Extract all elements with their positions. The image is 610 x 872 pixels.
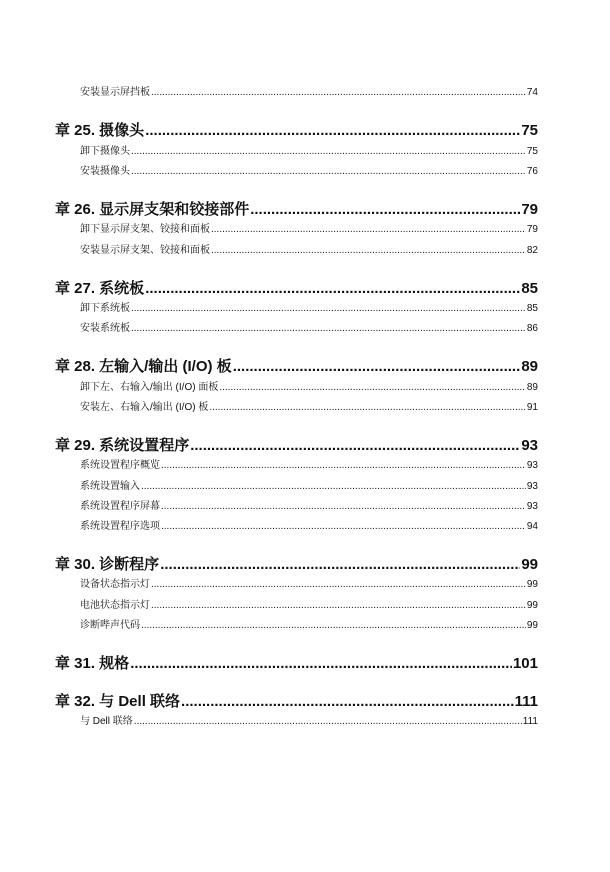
toc-entry-page: 74: [526, 87, 538, 98]
leader-dots: [161, 459, 526, 473]
toc-chapter-31[interactable]: [55, 654, 538, 674]
leader-dots: [209, 401, 526, 415]
toc-entry[interactable]: [80, 480, 538, 494]
toc-entry-label: 卸下左、右输入/输出 (I/O) 面板: [80, 382, 219, 393]
toc-entry-page: 75: [526, 146, 538, 157]
toc-entry-page: 89: [526, 382, 538, 393]
chapter-title: 章 25. 摄像头: [55, 122, 145, 139]
leader-dots: [130, 654, 512, 674]
toc-entry[interactable]: [80, 715, 538, 729]
leader-dots: [131, 302, 526, 316]
toc-entry-page: 111: [522, 716, 538, 727]
leader-dots: [141, 619, 526, 633]
toc-entry[interactable]: [80, 520, 538, 534]
toc-entry-label: 电池状态指示灯: [80, 600, 150, 611]
toc-entry[interactable]: [80, 223, 538, 237]
toc-entry-page: 93: [526, 501, 538, 512]
toc-entry-label: 安装左、右输入/输出 (I/O) 板: [80, 402, 209, 413]
toc-entry[interactable]: [80, 459, 538, 473]
toc-entry-label: 卸下系统板: [80, 303, 130, 314]
leader-dots: [134, 715, 522, 729]
toc-entry-install-display-bezel[interactable]: [80, 86, 538, 100]
toc-entry-page: 85: [526, 303, 538, 314]
leader-dots: [190, 436, 520, 456]
toc-chapter-25[interactable]: [55, 121, 538, 141]
toc-entry[interactable]: [80, 599, 538, 613]
leader-dots: [211, 223, 526, 237]
toc-chapter-30[interactable]: [55, 555, 538, 575]
chapter-title: 章 30. 诊断程序: [55, 556, 160, 573]
toc-chapter-26[interactable]: [55, 200, 538, 220]
chapter-title: 章 31. 规格: [55, 655, 130, 672]
chapter-title: 章 28. 左输入/输出 (I/O) 板: [55, 358, 232, 375]
leader-dots: [145, 279, 520, 299]
toc-entry-page: 91: [526, 402, 538, 413]
leader-dots: [151, 86, 526, 100]
leader-dots: [131, 145, 526, 159]
toc-entry-label: 系统设置程序概览: [80, 460, 160, 471]
toc-entry[interactable]: [80, 401, 538, 415]
toc-entry-label: 安装摄像头: [80, 166, 130, 177]
toc-entry-page: 94: [526, 521, 538, 532]
chapter-page: 79: [521, 201, 538, 218]
toc-entry-label: 安装显示屏支架、铰接和面板: [80, 245, 210, 256]
toc-entry[interactable]: [80, 302, 538, 316]
toc-entry-label: 系统设置程序屏幕: [80, 501, 160, 512]
toc-entry-page: 99: [526, 600, 538, 611]
leader-dots: [161, 500, 526, 514]
chapter-title: 章 29. 系统设置程序: [55, 437, 190, 454]
toc-entry-label: 卸下摄像头: [80, 146, 130, 157]
chapter-page: 101: [512, 655, 538, 672]
toc-entry[interactable]: [80, 244, 538, 258]
leader-dots: [151, 599, 526, 613]
leader-dots: [151, 578, 526, 592]
leader-dots: [145, 121, 520, 141]
toc-chapter-28[interactable]: [55, 357, 538, 377]
chapter-page: 85: [521, 280, 538, 297]
leader-dots: [141, 480, 526, 494]
toc-entry-page: 79: [526, 224, 538, 235]
chapter-title: 章 32. 与 Dell 联络: [55, 693, 181, 710]
leader-dots: [181, 692, 514, 712]
chapter-page: 75: [521, 122, 538, 139]
toc-entry[interactable]: [80, 145, 538, 159]
leader-dots: [160, 555, 520, 575]
toc-entry-page: 86: [526, 323, 538, 334]
toc-chapter-32[interactable]: [55, 692, 538, 712]
toc-entry-page: 93: [526, 481, 538, 492]
chapter-page: 93: [521, 437, 538, 454]
toc-entry-label: 安装显示屏挡板: [80, 87, 150, 98]
toc-entry[interactable]: [80, 619, 538, 633]
toc-entry-label: 设备状态指示灯: [80, 579, 150, 590]
chapter-page: 89: [521, 358, 538, 375]
chapter-page: 111: [514, 693, 538, 710]
toc-entry-label: 安装系统板: [80, 323, 130, 334]
toc-entry[interactable]: [80, 165, 538, 179]
toc-entry[interactable]: [80, 578, 538, 592]
leader-dots: [131, 322, 526, 336]
toc-entry[interactable]: [80, 322, 538, 336]
toc-entry-label: 卸下显示屏支架、铰接和面板: [80, 224, 210, 235]
toc-entry-page: 99: [526, 620, 538, 631]
toc-entry-page: 82: [526, 245, 538, 256]
toc-entry-label: 与 Dell 联络: [80, 716, 133, 727]
leader-dots: [219, 381, 526, 395]
toc-entry-page: 99: [526, 579, 538, 590]
toc-entry-label: 系统设置程序选项: [80, 521, 160, 532]
leader-dots: [233, 357, 521, 377]
toc-entry-page: 93: [526, 460, 538, 471]
toc-entry-label: 诊断哔声代码: [80, 620, 140, 631]
leader-dots: [161, 520, 526, 534]
leader-dots: [131, 165, 526, 179]
toc-entry-page: 76: [526, 166, 538, 177]
chapter-page: 99: [521, 556, 538, 573]
toc-entry-label: 系统设置输入: [80, 481, 140, 492]
chapter-title: 章 26. 显示屏支架和铰接部件: [55, 201, 250, 218]
toc-entry[interactable]: [80, 500, 538, 514]
toc-chapter-27[interactable]: [55, 279, 538, 299]
chapter-title: 章 27. 系统板: [55, 280, 145, 297]
toc-entry[interactable]: [80, 381, 538, 395]
leader-dots: [211, 244, 526, 258]
leader-dots: [250, 200, 520, 220]
toc-chapter-29[interactable]: [55, 436, 538, 456]
